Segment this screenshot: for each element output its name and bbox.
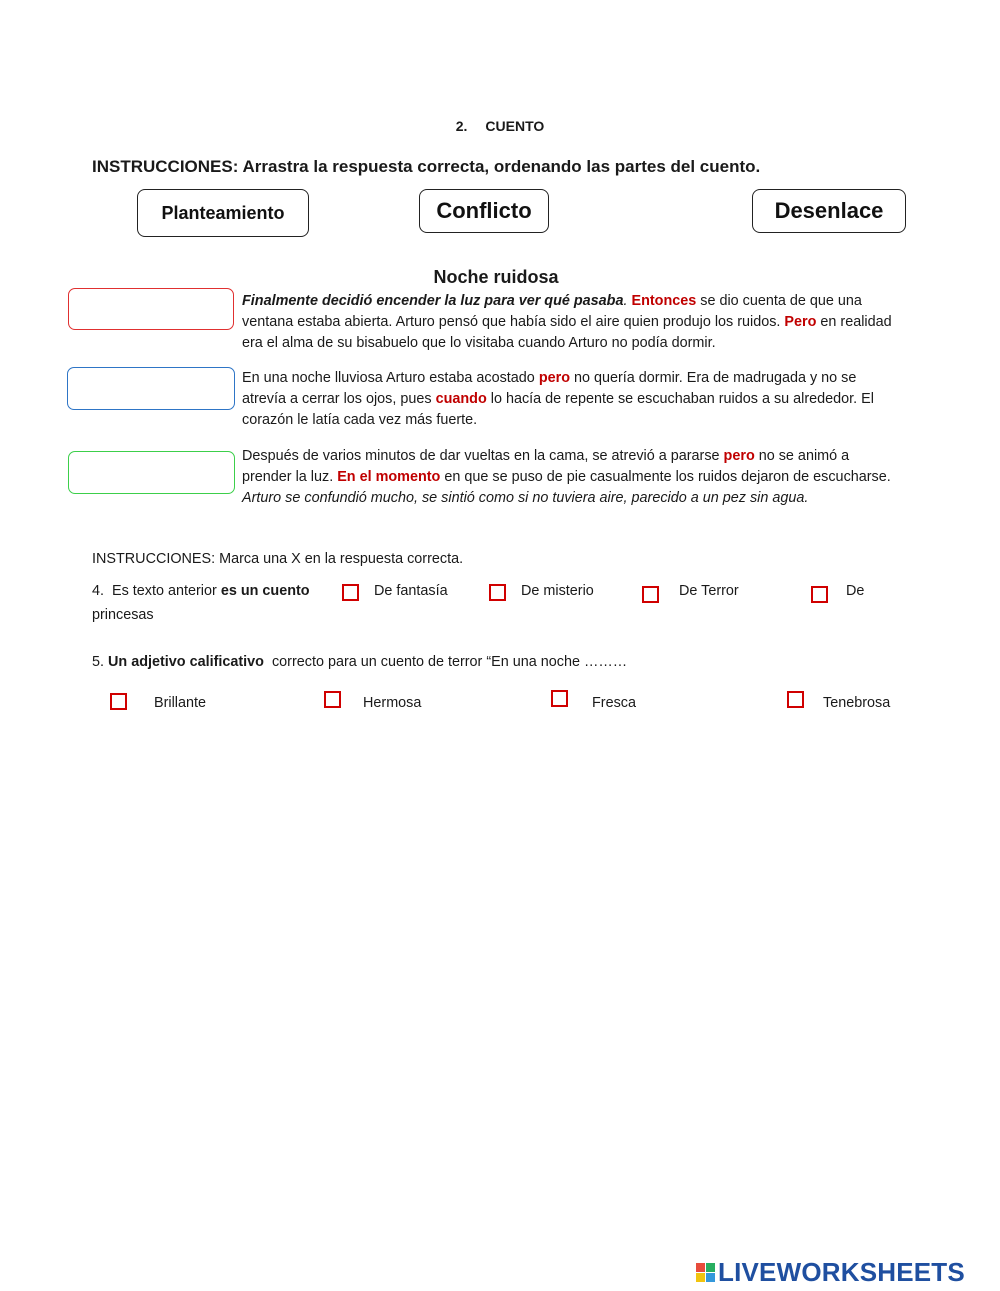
q5-option-brillante: Brillante bbox=[154, 695, 206, 711]
story-paragraph-3 bbox=[242, 446, 898, 509]
story-text: no quería dormir. Era de madrugada y no se atrevía a cerrar los ojos, pues bbox=[242, 370, 857, 407]
q5-checkbox-hermosa[interactable] bbox=[324, 691, 341, 708]
story-text: se dio cuenta de que una ventana estaba abierta. Arturo pensó que había sido el aire quien produjo los ruidos. bbox=[242, 293, 862, 330]
section-label: CUENTO bbox=[485, 118, 545, 134]
drop-zone-1[interactable] bbox=[68, 288, 234, 330]
question-4 bbox=[92, 583, 310, 599]
drag-option-conflicto[interactable]: Conflicto bbox=[419, 189, 549, 233]
q4-option-misterio: De misterio bbox=[521, 583, 594, 599]
section-number: 2. bbox=[455, 118, 468, 134]
drop-zone-2[interactable] bbox=[67, 367, 235, 410]
logo-block bbox=[706, 1273, 715, 1282]
q4-prefix: Es texto anterior bbox=[112, 583, 217, 599]
section-title bbox=[0, 118, 1000, 134]
connector-word: pero bbox=[538, 370, 570, 386]
question-5 bbox=[92, 654, 627, 670]
q4-option-princesas-wrap: princesas bbox=[92, 607, 154, 623]
story-text: En una noche lluviosa Arturo estaba acostado bbox=[242, 370, 539, 386]
logo-block bbox=[706, 1263, 715, 1272]
q5-option-fresca: Fresca bbox=[592, 695, 636, 711]
q5-bold: Un adjetivo calificativo bbox=[108, 654, 264, 670]
connector-word: cuando bbox=[435, 391, 487, 407]
story-paragraph-1 bbox=[242, 291, 898, 354]
story-text: . bbox=[623, 293, 632, 309]
drag-option-desenlace[interactable]: Desenlace bbox=[752, 189, 906, 233]
drop-zone-3[interactable] bbox=[68, 451, 235, 494]
logo-text: LIVEWORKSHEETS bbox=[718, 1257, 965, 1287]
q5-number: 5. bbox=[92, 654, 105, 670]
story-paragraph-2 bbox=[242, 368, 898, 431]
q5-option-hermosa: Hermosa bbox=[363, 695, 422, 711]
q5-checkbox-fresca[interactable] bbox=[551, 690, 568, 707]
q5-suffix: correcto para un cuento de terror “En una noche ……… bbox=[271, 654, 628, 670]
connector-word: Entonces bbox=[631, 293, 697, 309]
q5-option-tenebrosa: Tenebrosa bbox=[823, 695, 891, 711]
drag-instructions: INSTRUCCIONES: Arrastra la respuesta correcta, ordenando las partes del cuento. bbox=[92, 157, 761, 176]
q4-checkbox-fantasia[interactable] bbox=[342, 584, 359, 601]
q4-option-princesas: De bbox=[846, 583, 865, 599]
q5-checkbox-brillante[interactable] bbox=[110, 693, 127, 710]
story-text: Después de varios minutos de dar vueltas en la cama, se atrevió a pararse bbox=[242, 448, 724, 464]
q4-option-fantasia: De fantasía bbox=[374, 583, 448, 599]
drag-option-planteamiento[interactable]: Planteamiento bbox=[137, 189, 309, 237]
connector-word: Pero bbox=[784, 314, 817, 330]
connector-word: En el momento bbox=[337, 469, 441, 485]
q4-number: 4. bbox=[92, 583, 105, 599]
q4-checkbox-princesas[interactable] bbox=[811, 586, 828, 603]
story-text: no se animó a prender la luz. bbox=[242, 448, 850, 485]
story-title: Noche ruidosa bbox=[433, 267, 559, 287]
logo-icon bbox=[696, 1263, 715, 1282]
story-text: en realidad era el alma de su bisabuelo que lo visitaba cuando Arturo no podía dormir. bbox=[242, 314, 892, 351]
logo-block bbox=[696, 1273, 705, 1282]
connector-word: pero bbox=[723, 448, 755, 464]
q5-checkbox-tenebrosa[interactable] bbox=[787, 691, 804, 708]
mark-instructions: INSTRUCCIONES: Marca una X en la respuesta correcta. bbox=[92, 551, 464, 567]
story-text: Finalmente decidió encender la luz para ver qué pasaba bbox=[242, 293, 624, 309]
q4-checkbox-misterio[interactable] bbox=[489, 584, 506, 601]
story-text: en que se puso de pie casualmente los ruidos dejaron de escucharse. bbox=[440, 469, 891, 485]
q4-bold: es un cuento bbox=[220, 583, 310, 599]
q4-option-terror: De Terror bbox=[679, 583, 739, 599]
story-text: lo hacía de repente se escuchaban ruidos a su alrededor. El corazón le latía cada vez más fuerte. bbox=[242, 391, 874, 428]
liveworksheets-logo bbox=[696, 1257, 965, 1288]
logo-block bbox=[696, 1263, 705, 1272]
story-text: Arturo se confundió mucho, se sintió como si no tuviera aire, parecido a un pez sin agua. bbox=[242, 490, 809, 506]
q4-checkbox-terror[interactable] bbox=[642, 586, 659, 603]
